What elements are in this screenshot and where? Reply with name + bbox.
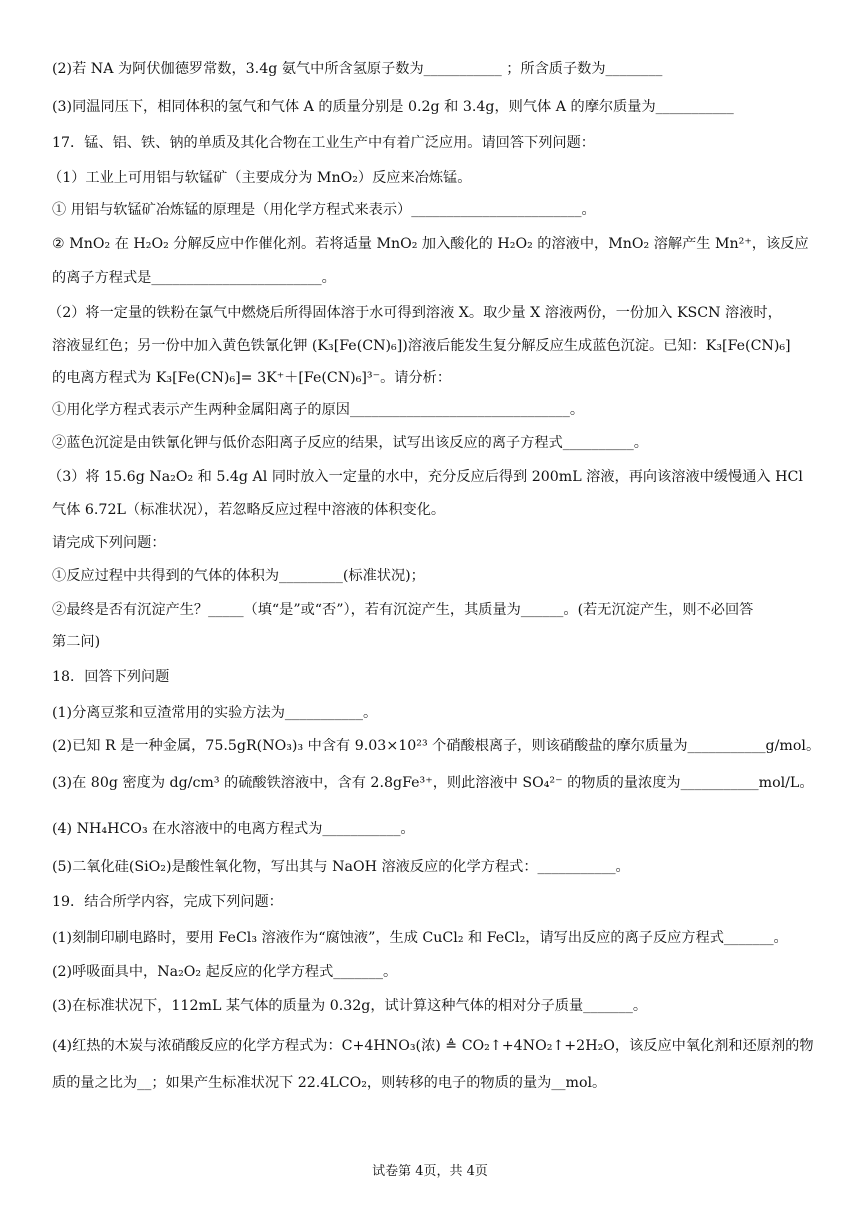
question-heading: 17．锰、铝、铁、钠的单质及其化合物在工业生产中有着广泛应用。请回答下列问题： xyxy=(52,135,595,151)
text-line: 的离子方程式是________________________。 xyxy=(52,270,336,286)
text-line: (3)在标准状况下，112mL 某气体的质量为 0.32g，试计算这种气体的相对分子质量_______。 xyxy=(52,998,648,1014)
text-line: 溶液显红色；另一份中加入黄色铁氰化钾 (K₃[Fe(CN)₆])溶液后能发生复分解反应生成蓝色沉淀。已知：K₃[Fe(CN)₆] xyxy=(52,338,791,354)
text-line: (1)刻制印刷电路时，要用 FeCl₃ 溶液作为“腐蚀液”，生成 CuCl₂ 和 FeCl₂，请写出反应的离子反应方程式_______。 xyxy=(52,930,788,946)
question-heading: 19．结合所学内容，完成下列问题： xyxy=(52,894,283,910)
text-line: ②蓝色沉淀是由铁氰化钾与低价态阳离子反应的结果，试写出该反应的离子方程式__________。 xyxy=(52,435,648,451)
text-line: ② MnO₂ 在 H₂O₂ 分解反应中作催化剂。若将适量 MnO₂ 加入酸化的 H₂O₂ 的溶液中，MnO₂ 溶解产生 Mn²⁺，该反应 xyxy=(52,236,809,252)
text-line: (2)若 NA 为阿伏伽德罗常数，3.4g 氨气中所含氢原子数为___________ ；所含质子数为________ xyxy=(52,61,663,77)
text-line: (4) NH₄HCO₃ 在水溶液中的电离方程式为___________。 xyxy=(52,821,415,837)
text-line: ②最终是否有沉淀产生？_____（填“是”或“否”），若有沉淀产生，其质量为______。(若无沉淀产生，则不必回答 xyxy=(52,602,754,618)
text-line: (4)红热的木炭与浓硝酸反应的化学方程式为：C+4HNO₃(浓) ≜ CO₂↑+4NO₂↑+2H₂O，该反应中氧化剂和还原剂的物 xyxy=(52,1038,814,1054)
text-line: （1）工业上可用铝与软锰矿（主要成分为 MnO₂）反应来冶炼锰。 xyxy=(48,170,472,186)
text-line: ①用化学方程式表示产生两种金属阳离子的原因_______________________________。 xyxy=(52,402,585,418)
text-line: (2)已知 R 是一种金属，75.5gR(NO₃)₃ 中含有 9.03×10²³ 个硝酸根离子，则该硝酸盐的摩尔质量为___________g/mol。 xyxy=(52,738,821,754)
text-line: （2）将一定量的铁粉在氯气中燃烧后所得固体溶于水可得到溶液 X。取少量 X 溶液两份，一份加入 KSCN 溶液时， xyxy=(48,305,782,321)
text-line: 第二问) xyxy=(52,634,101,650)
text-line: （3）将 15.6g Na₂O₂ 和 5.4g Al 同时放入一定量的水中，充分反应后得到 200mL 溶液，再向该溶液中缓慢通入 HCl xyxy=(48,469,803,485)
text-line: 质的量之比为__；如果产生标准状况下 22.4LCO₂，则转移的电子的物质的量为__mol。 xyxy=(52,1075,607,1091)
page-footer: 试卷第 4页，共 4页 xyxy=(372,1164,488,1179)
text-line: ① 用铝与软锰矿冶炼锰的原理是（用化学方程式来表示）________________________。 xyxy=(52,202,596,218)
text-line: (2)呼吸面具中，Na₂O₂ 起反应的化学方程式_______。 xyxy=(52,964,398,980)
text-line: 气体 6.72L（标准状况），若忽略反应过程中溶液的体积变化。 xyxy=(52,502,446,518)
text-line: (5)二氧化硅(SiO₂)是酸性氧化物，写出其与 NaOH 溶液反应的化学方程式：___________。 xyxy=(52,859,630,875)
text-line: (3)同温同压下，相同体积的氢气和气体 A 的质量分别是 0.2g 和 3.4g，则气体 A 的摩尔质量为___________ xyxy=(52,99,734,115)
text-line: ①反应过程中共得到的气体的体积为_________(标准状况)； xyxy=(52,568,425,584)
question-heading: 18．回答下列问题 xyxy=(52,669,170,685)
text-line: 请完成下列问题： xyxy=(52,535,166,551)
text-line: (3)在 80g 密度为 dg/cm³ 的硫酸铁溶液中，含有 2.8gFe³⁺，则此溶液中 SO₄²⁻ 的物质的量浓度为___________mol/L。 xyxy=(52,775,814,791)
text-line: 的电离方程式为 K₃[Fe(CN)₆]= 3K⁺＋[Fe(CN)₆]³⁻。请分析： xyxy=(52,370,452,386)
text-line: (1)分离豆浆和豆渣常用的实验方法为___________。 xyxy=(52,705,378,721)
